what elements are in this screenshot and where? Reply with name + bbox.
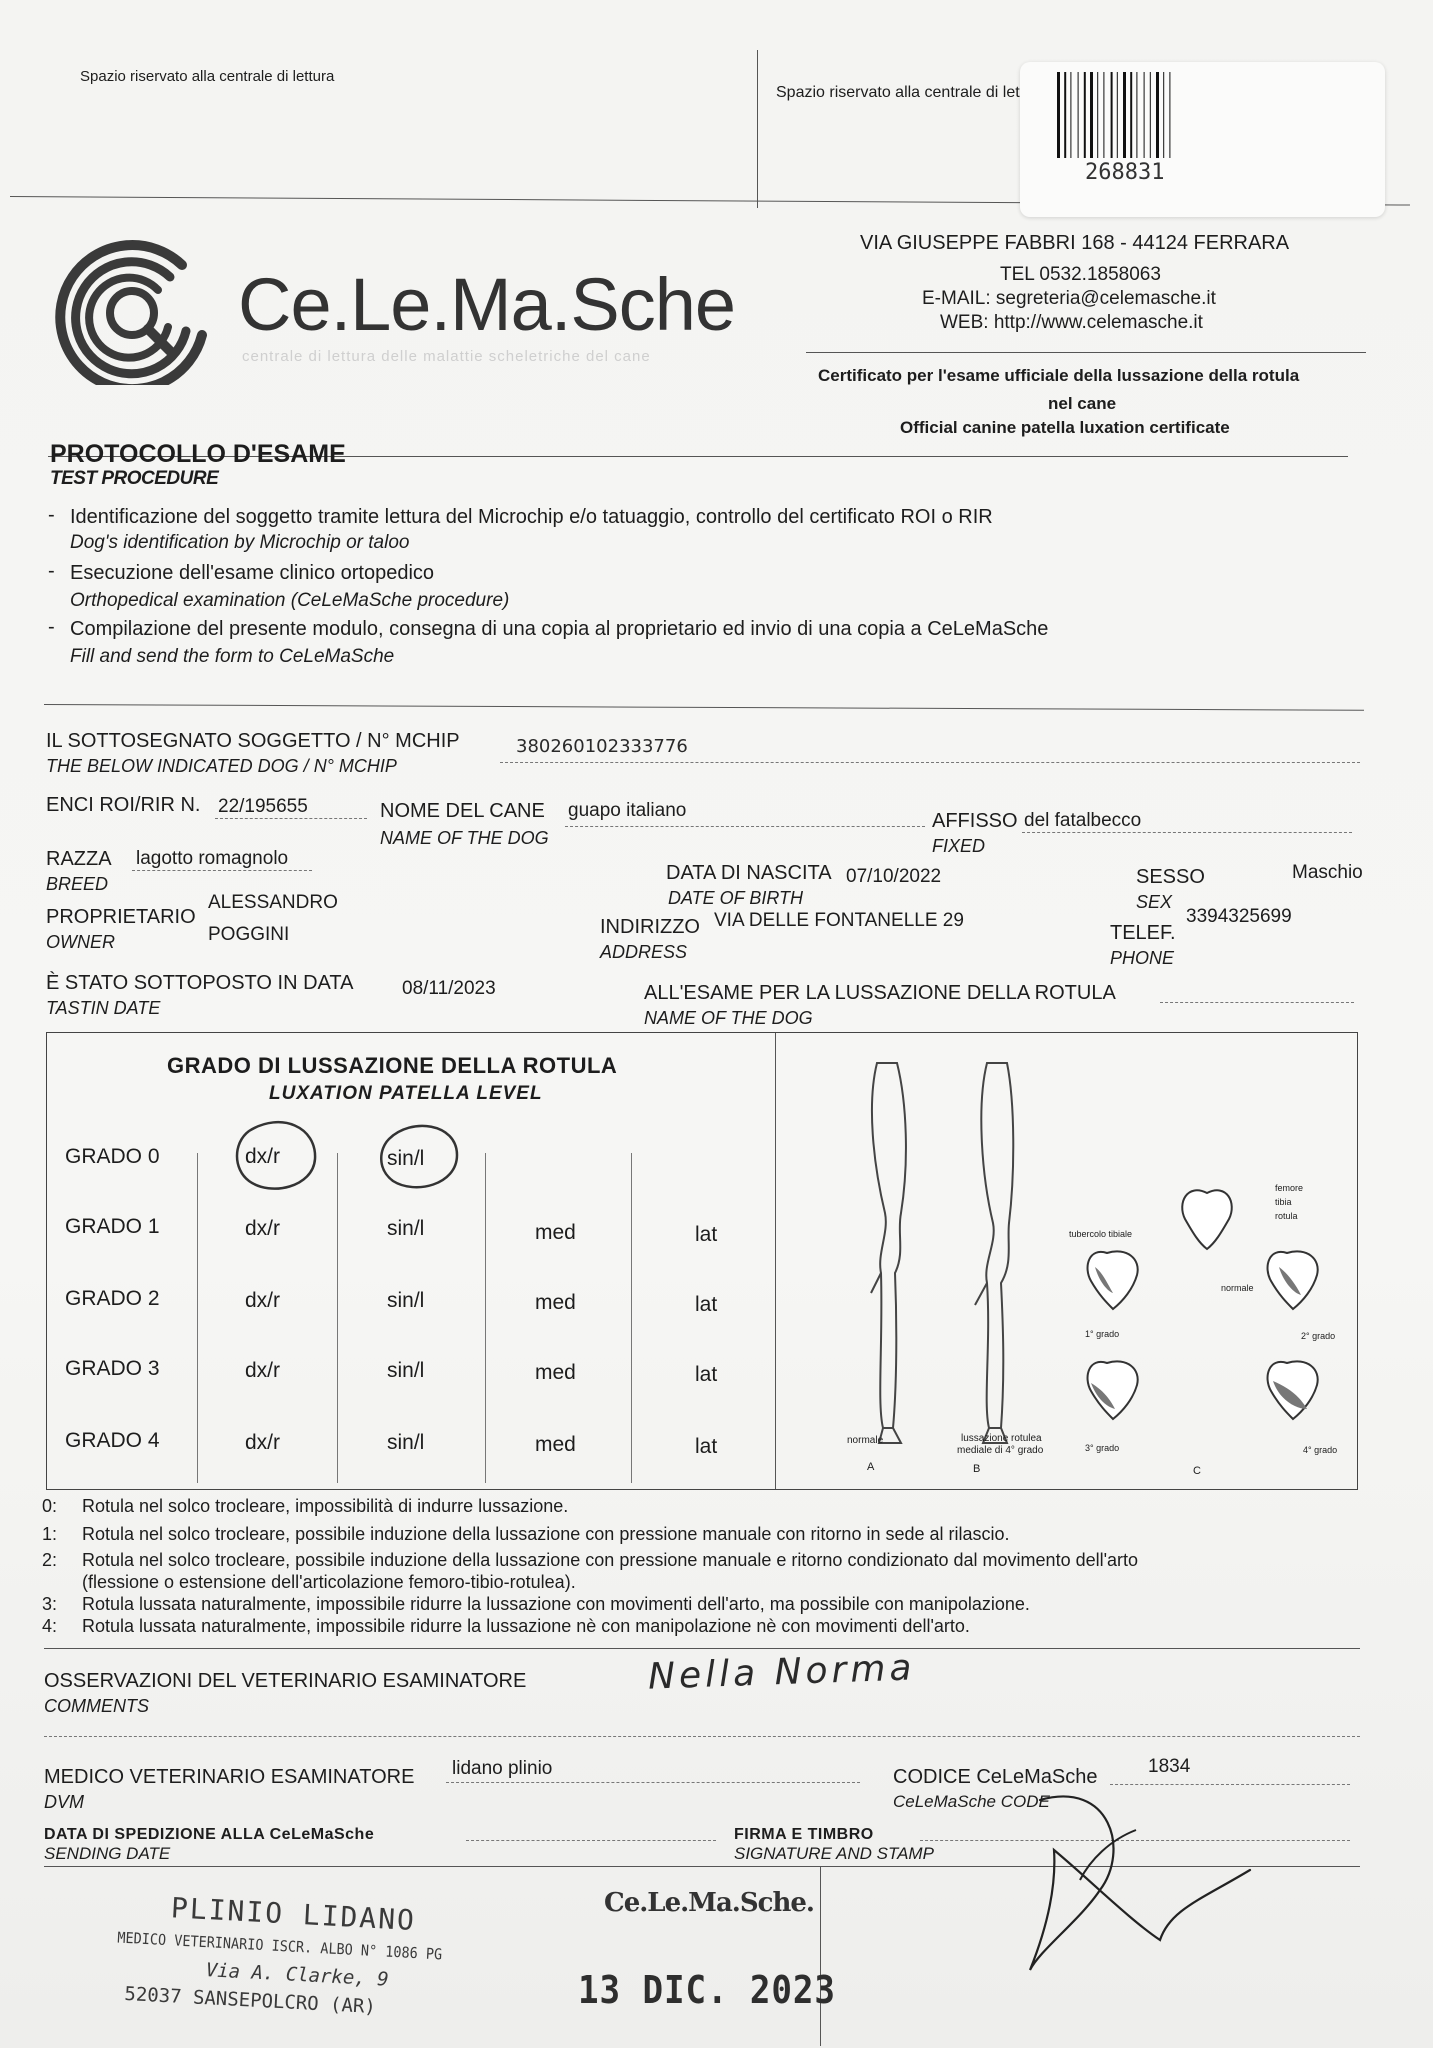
affisso-value: del fatalbecco	[1024, 810, 1142, 831]
reserved-label-right: Spazio riservato alla centrale di let	[776, 84, 1020, 101]
vet-stamp-city: 52037 SANSEPOLCRO (AR)	[123, 1982, 377, 2019]
subject-label: IL SOTTOSEGNATO SOGGETTO / N° MCHIP	[46, 730, 460, 752]
label-grado-4: 4° grado	[1303, 1445, 1338, 1455]
logo-subtitle: centrale di lettura delle malattie scheletriche del cane	[242, 348, 651, 365]
grade-sin-option[interactable]: sin/l	[387, 1147, 425, 1170]
label-c: C	[1193, 1465, 1201, 1477]
owner-last-name: POGGINI	[208, 924, 290, 945]
legend-text: Rotula nel solco trocleare, possibile induzione della lussazione con pressione manuale con ritorno in sede al rilascio.	[82, 1524, 1010, 1544]
legend-number: 3:	[42, 1594, 58, 1614]
barcode-icon	[1055, 70, 1225, 162]
sex-label-en: SEX	[1136, 892, 1173, 912]
contact-address: VIA GIUSEPPE FABBRI 168 - 44124 FERRARA	[860, 232, 1290, 254]
logo-text: Ce.Le.Ma.Sche	[238, 263, 736, 346]
vet-stamp	[103, 1888, 490, 2048]
protocol-item-en: Orthopedical examination (CeLeMaSche procedure)	[70, 590, 510, 611]
label-lussazione-2: mediale di 4° grado	[957, 1445, 1044, 1456]
vet-signature	[980, 1770, 1260, 1980]
sex-value: Maschio	[1292, 862, 1363, 883]
legend-text: Rotula lussata naturalmente, impossibile ridurre la lussazione nè con manipolazione nè con movimenti dell'arto.	[82, 1616, 970, 1636]
receipt-stamp-date: 13 DIC. 2023	[578, 1968, 836, 2012]
exam-date-label: È STATO SOTTOPOSTO IN DATA	[46, 972, 354, 994]
code-label: CODICE CeLeMaSche	[893, 1766, 1098, 1788]
label-grado-3: 3° grado	[1085, 1443, 1120, 1453]
legend-text: Rotula nel solco trocleare, possibile induzione della lussazione con pressione manuale e ritorno condizionato dal movimento dell'arto	[82, 1550, 1139, 1570]
grade-table-subtitle: LUXATION PATELLA LEVEL	[269, 1083, 543, 1104]
grade-table-divider	[775, 1033, 776, 1489]
grade-med-option[interactable]: med	[535, 1221, 576, 1244]
legend-number: 1:	[42, 1524, 58, 1544]
dob-label-en: DATE OF BIRTH	[668, 888, 804, 908]
protocol-title: PROTOCOLLO D'ESAME	[50, 440, 346, 468]
breed-label: RAZZA	[46, 848, 112, 870]
legend-text: Rotula nel solco trocleare, impossibilità di indurre lussazione.	[82, 1496, 569, 1516]
grade-row-label: GRADO 3	[65, 1357, 160, 1380]
vet-stamp-address: Via A. Clarke, 9	[205, 1959, 390, 1991]
grade-lat-option[interactable]: lat	[695, 1435, 718, 1458]
legend-text: Rotula lussata naturalmente, impossibile ridurre la lussazione con movimenti dell'arto, ma possibile con manipolazione.	[82, 1594, 1030, 1614]
label-grado-2: 2° grado	[1301, 1331, 1336, 1341]
vet-label: MEDICO VETERINARIO ESAMINATORE	[44, 1766, 415, 1788]
reserved-divider	[757, 50, 758, 208]
dog-name-label-en: NAME OF THE DOG	[380, 828, 549, 848]
affisso-line	[1022, 832, 1352, 833]
code-label-en: CeLeMaSche CODE	[893, 1792, 1050, 1811]
vet-value: lidano plinio	[452, 1758, 553, 1779]
address-value: VIA DELLE FONTANELLE 29	[714, 910, 964, 931]
reserved-label-left: Spazio riservato alla centrale di lettura	[80, 68, 335, 85]
dog-name-label: NOME DEL CANE	[380, 800, 545, 822]
label-b: B	[973, 1463, 981, 1475]
barcode-label	[1020, 62, 1385, 217]
legend-text: (flessione o estensione dell'articolazione femoro-tibio-rotulea).	[82, 1572, 576, 1592]
receipt-stamp-name: Ce.Le.Ma.Sche.	[604, 1888, 814, 1918]
exam-type-line	[1160, 1002, 1354, 1003]
legend-divider	[44, 1648, 1360, 1649]
grade-table-title: GRADO DI LUSSAZIONE DELLA ROTULA	[167, 1053, 618, 1078]
selection-circle-icon	[375, 1119, 465, 1199]
enci-label: ENCI ROI/RIR N.	[46, 794, 201, 816]
breed-label-en: BREED	[46, 874, 109, 894]
breed-value: lagotto romagnolo	[136, 848, 289, 869]
contact-web: WEB: http://www.celemasche.it	[940, 312, 1203, 333]
enci-line	[215, 818, 367, 819]
label-tibia: tibia	[1275, 1197, 1292, 1207]
subject-label-en: THE BELOW INDICATED DOG / N° MCHIP	[46, 756, 397, 776]
sex-label: SESSO	[1136, 866, 1205, 888]
protocol-bullet: -	[48, 560, 55, 582]
certificate-title-it-2: nel cane	[1048, 394, 1117, 413]
observations-label-en: COMMENTS	[44, 1696, 149, 1716]
certificate-title-en: Official canine patella luxation certificate	[900, 418, 1230, 437]
sending-date-label-en: SENDING DATE	[44, 1844, 171, 1863]
mchip-value: 380260102333776	[516, 736, 688, 757]
address-label: INDIRIZZO	[600, 916, 700, 938]
code-value: 1834	[1148, 1756, 1191, 1777]
label-lussazione: lussazione rotulea	[961, 1433, 1042, 1444]
footer-divider	[820, 1866, 821, 2046]
phone-label: TELEF.	[1110, 922, 1176, 944]
protocol-subtitle: TEST PROCEDURE	[50, 468, 219, 489]
legend-number: 2:	[42, 1550, 58, 1570]
owner-label: PROPRIETARIO	[46, 906, 196, 928]
label-normale-c: normale	[1221, 1283, 1254, 1293]
grade-med-option[interactable]: med	[535, 1433, 576, 1456]
label-grado-1: 1° grado	[1085, 1329, 1120, 1339]
grade-sin-option[interactable]: sin/l	[387, 1359, 425, 1382]
sending-date-line	[466, 1840, 716, 1841]
label-normale-a: normale	[847, 1435, 884, 1446]
patella-grades-icon	[1067, 1163, 1357, 1463]
exam-date-label-en: TASTIN DATE	[46, 998, 161, 1018]
phone-value: 3394325699	[1186, 906, 1292, 927]
grade-table	[46, 1032, 1358, 1490]
column-separator	[485, 1153, 486, 1483]
observations-value: Nella Norma	[647, 1647, 917, 1698]
grade-med-option[interactable]: med	[535, 1361, 576, 1384]
certificate-title-it: Certificato per l'esame ufficiale della lussazione della rotula	[818, 366, 1300, 385]
vet-stamp-registration: MEDICO VETERINARIO ISCR. ALBO N° 1086 PG	[116, 1928, 443, 1964]
observations-label: OSSERVAZIONI DEL VETERINARIO ESAMINATORE	[44, 1670, 527, 1692]
grade-row-label: GRADO 0	[65, 1145, 160, 1168]
grade-sin-option[interactable]: sin/l	[387, 1217, 425, 1240]
grade-sin-option[interactable]: sin/l	[387, 1289, 425, 1312]
breed-line	[132, 870, 312, 871]
barcode-number: 268831	[1085, 160, 1165, 185]
dob-value: 07/10/2022	[846, 866, 942, 887]
protocol-bullet: -	[48, 504, 55, 526]
grade-dx-option[interactable]: dx/r	[245, 1359, 281, 1382]
grade-dx-option[interactable]: dx/r	[245, 1217, 281, 1240]
dog-name-line	[565, 826, 925, 827]
legend-number: 4:	[42, 1616, 58, 1636]
selection-circle-icon	[231, 1117, 321, 1197]
contact-tel: TEL 0532.1858063	[1000, 264, 1161, 285]
leg-bones-icon	[797, 1043, 1077, 1463]
protocol-bullet: -	[48, 616, 55, 638]
affisso-label: AFFISSO	[932, 810, 1018, 832]
exam-type-label-en: NAME OF THE DOG	[644, 1008, 813, 1028]
grade-sin-option[interactable]: sin/l	[387, 1431, 425, 1454]
signature-label-en: SIGNATURE AND STAMP	[734, 1844, 934, 1863]
column-separator	[337, 1153, 338, 1483]
column-separator	[631, 1153, 632, 1483]
exam-type-label: ALL'ESAME PER LA LUSSAZIONE DELLA ROTULA	[644, 982, 1116, 1004]
enci-value: 22/195655	[218, 796, 308, 817]
column-separator	[197, 1153, 198, 1483]
grade-lat-option[interactable]: lat	[695, 1363, 718, 1386]
grade-row-label: GRADO 2	[65, 1287, 160, 1310]
grade-row-label: GRADO 4	[65, 1429, 160, 1452]
dog-name-value: guapo italiano	[568, 800, 687, 821]
contact-line	[806, 352, 1366, 353]
label-a: A	[867, 1461, 875, 1473]
grade-dx-option[interactable]: dx/r	[245, 1145, 281, 1168]
contact-email: E-MAIL: segreteria@celemasche.it	[922, 288, 1216, 309]
observations-line	[44, 1736, 1360, 1737]
grade-dx-option[interactable]: dx/r	[245, 1431, 281, 1454]
protocol-item-en: Fill and send the form to CeLeMaSche	[70, 646, 395, 667]
protocol-item-en: Dog's identification by Microchip or taloo	[70, 532, 410, 553]
label-rotula: rotula	[1275, 1211, 1298, 1221]
signature-label: FIRMA E TIMBRO	[734, 1826, 874, 1843]
exam-date-value: 08/11/2023	[402, 978, 496, 999]
address-label-en: ADDRESS	[600, 942, 688, 962]
protocol-item-it: Identificazione del soggetto tramite lettura del Microchip e/o tatuaggio, controllo del certificato ROI o RIR	[70, 506, 993, 528]
protocol-divider	[44, 704, 1364, 711]
label-tubercolo: tubercolo tibiale	[1069, 1229, 1133, 1239]
dob-label: DATA DI NASCITA	[666, 862, 832, 884]
protocol-item-it: Esecuzione dell'esame clinico ortopedico	[70, 562, 435, 584]
grade-med-option[interactable]: med	[535, 1291, 576, 1314]
celemasche-logo-icon	[52, 235, 222, 385]
vet-line	[446, 1782, 860, 1783]
affisso-label-en: FIXED	[932, 836, 986, 856]
label-femore: femore	[1275, 1183, 1304, 1193]
vet-label-en: DVM	[44, 1792, 84, 1812]
sending-date-label: DATA DI SPEDIZIONE ALLA CeLeMaSche	[44, 1826, 375, 1843]
anatomy-illustration	[777, 1033, 1357, 1489]
phone-label-en: PHONE	[1110, 948, 1175, 968]
owner-label-en: OWNER	[46, 932, 115, 952]
grade-dx-option[interactable]: dx/r	[245, 1289, 281, 1312]
protocol-item-it: Compilazione del presente modulo, consegna di una copia al proprietario ed invio di una copia a CeLeMaSche	[70, 618, 1049, 640]
mchip-line	[500, 762, 1360, 763]
grade-lat-option[interactable]: lat	[695, 1223, 718, 1246]
vet-stamp-name: PLINIO LIDANO	[170, 1891, 417, 1938]
legend-number: 0:	[42, 1496, 58, 1516]
grade-row-label: GRADO 1	[65, 1215, 160, 1238]
owner-first-name: ALESSANDRO	[208, 892, 338, 913]
grade-lat-option[interactable]: lat	[695, 1293, 718, 1316]
